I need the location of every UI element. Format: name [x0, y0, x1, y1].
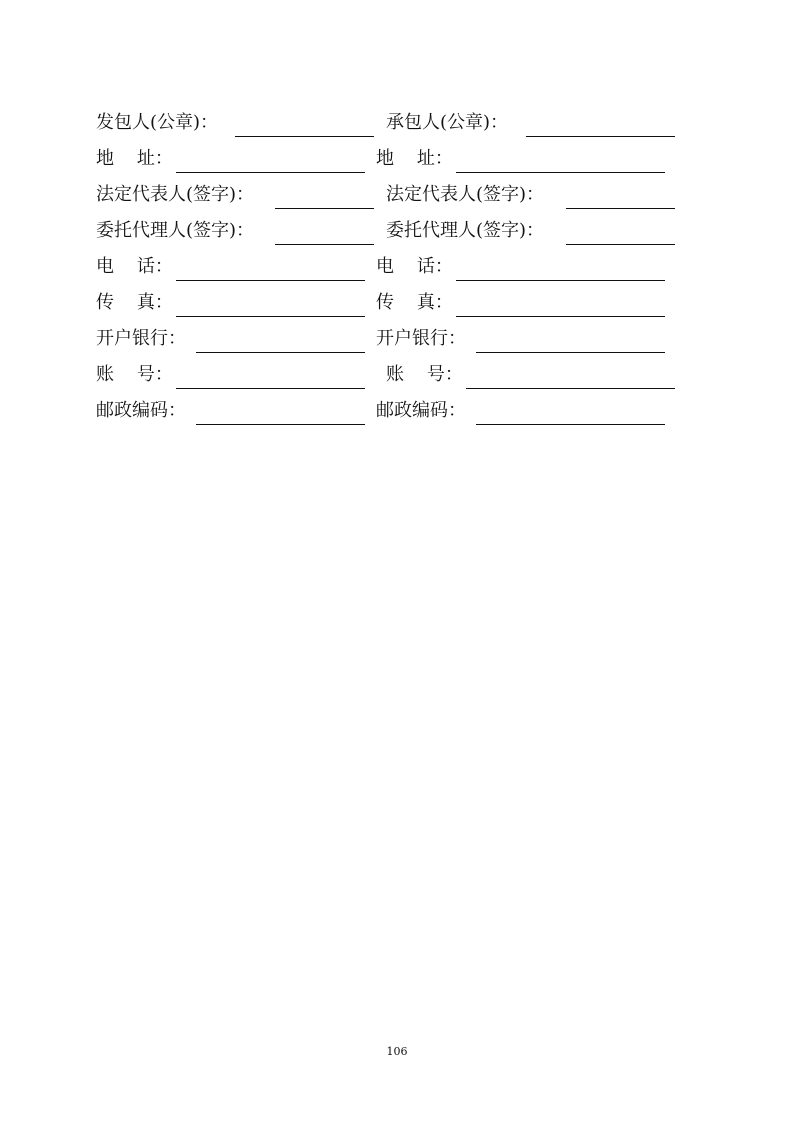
contractor-address-label: 地 址：	[376, 148, 453, 169]
employer-fax-field[interactable]	[176, 316, 365, 317]
contractor-phone-label: 电 话：	[376, 256, 453, 277]
employer-account-field[interactable]	[176, 388, 365, 389]
contractor-bank-label: 开户银行：	[376, 328, 466, 349]
signature-row-address	[0, 143, 794, 173]
contractor-legal-rep-label: 法定代表人(签字)：	[386, 184, 545, 205]
contractor-fax-field[interactable]	[456, 316, 665, 317]
contractor-legal-rep-field[interactable]	[566, 208, 675, 209]
employer-address-field[interactable]	[176, 172, 365, 173]
employer-phone-field[interactable]	[176, 280, 365, 281]
employer-seal-label: 发包人(公章)：	[96, 112, 219, 133]
signature-row-account	[0, 359, 794, 389]
signature-row-postcode	[0, 395, 794, 425]
contractor-seal-label: 承包人(公章)：	[386, 112, 509, 133]
employer-seal-field[interactable]	[235, 136, 374, 137]
contractor-address-field[interactable]	[456, 172, 665, 173]
contractor-postcode-label: 邮政编码：	[376, 400, 466, 421]
signature-row-fax	[0, 287, 794, 317]
employer-agent-field[interactable]	[275, 244, 374, 245]
contractor-fax-label: 传 真：	[376, 292, 453, 313]
contractor-seal-field[interactable]	[526, 136, 675, 137]
employer-legal-rep-label: 法定代表人(签字)：	[96, 184, 255, 205]
employer-legal-rep-field[interactable]	[275, 208, 374, 209]
contractor-postcode-field[interactable]	[476, 424, 665, 425]
signature-row-bank	[0, 323, 794, 353]
signature-row-legal-rep	[0, 179, 794, 209]
employer-account-label: 账 号：	[96, 364, 173, 385]
contractor-account-field[interactable]	[466, 388, 675, 389]
employer-fax-label: 传 真：	[96, 292, 173, 313]
signature-row-party	[0, 107, 794, 137]
employer-agent-label: 委托代理人(签字)：	[96, 220, 255, 241]
page-number: 106	[386, 1045, 408, 1058]
employer-bank-field[interactable]	[196, 352, 365, 353]
contractor-phone-field[interactable]	[456, 280, 665, 281]
contractor-agent-field[interactable]	[566, 244, 675, 245]
employer-bank-label: 开户银行：	[96, 328, 186, 349]
signature-row-agent	[0, 215, 794, 245]
contractor-bank-field[interactable]	[476, 352, 665, 353]
contractor-agent-label: 委托代理人(签字)：	[386, 220, 545, 241]
employer-postcode-field[interactable]	[196, 424, 365, 425]
employer-phone-label: 电 话：	[96, 256, 173, 277]
employer-address-label: 地 址：	[96, 148, 173, 169]
contractor-account-label: 账 号：	[386, 364, 463, 385]
employer-postcode-label: 邮政编码：	[96, 400, 186, 421]
signature-row-phone	[0, 251, 794, 281]
